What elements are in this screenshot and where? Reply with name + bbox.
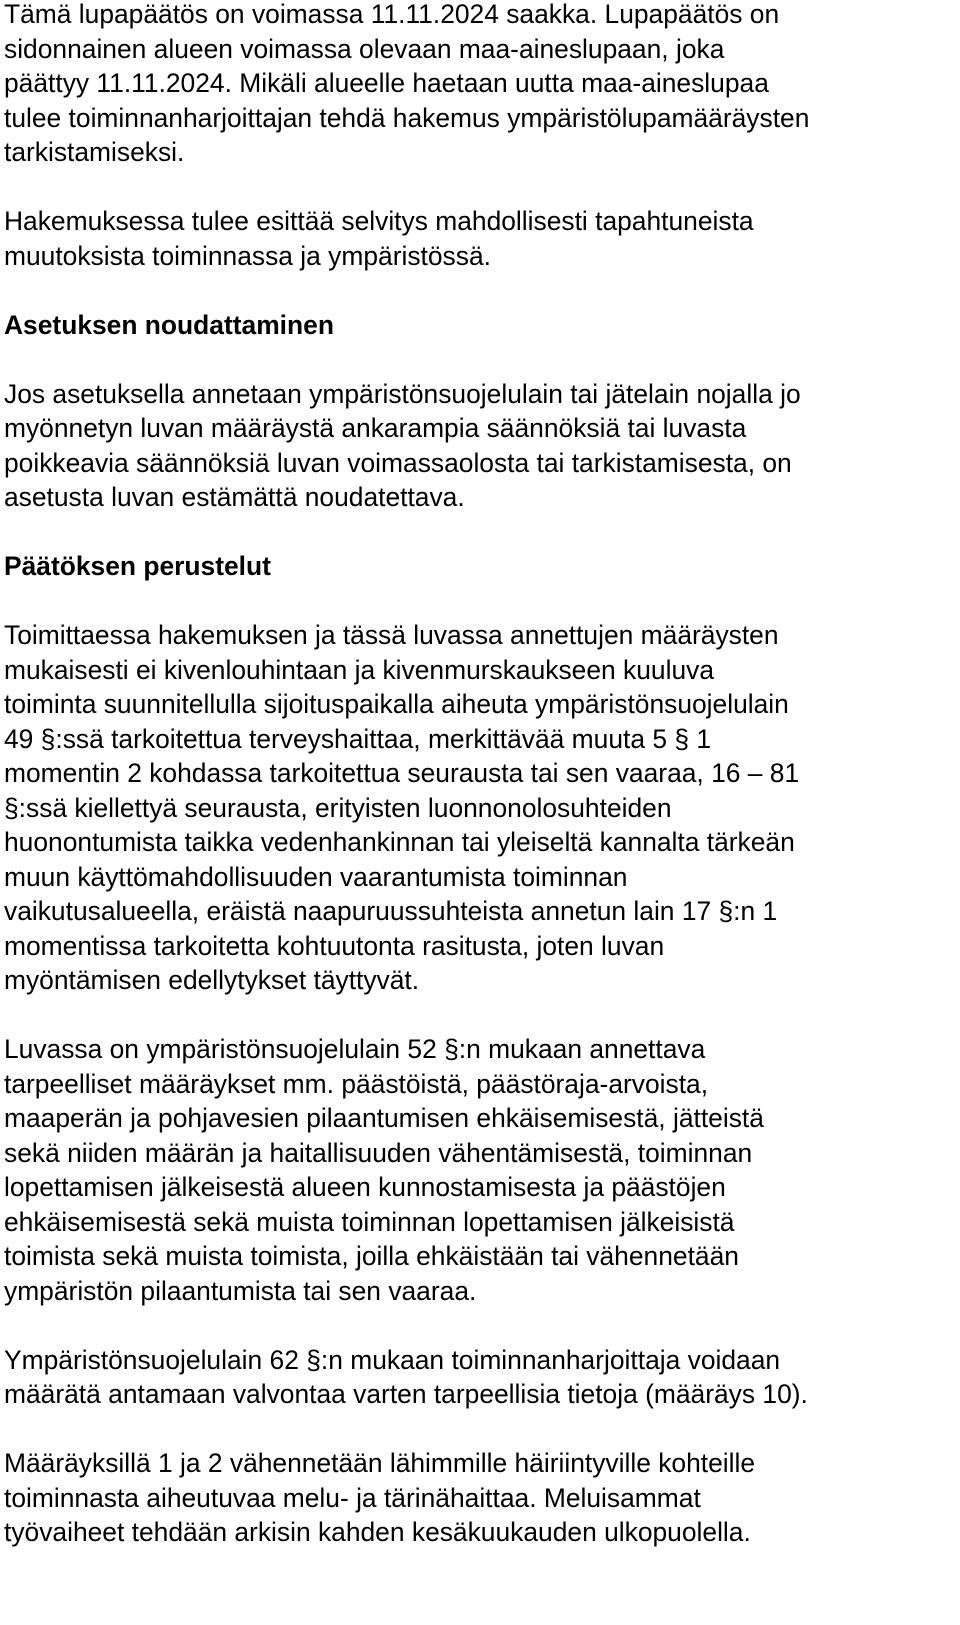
grounds-heading: Päätöksen perustelut	[4, 551, 271, 581]
spacer	[4, 342, 960, 377]
grounds-paragraph-4: Määräyksillä 1 ja 2 vähennetään lähimmille häiriintyville kohteille toiminnasta aiheutuvaa melu- ja tärinähaittaa. Meluisammat työvaiheet tehdään arkisin kahden kesäkuukauden ulkopuolella.	[4, 1448, 756, 1547]
grounds-paragraph-2: Luvassa on ympäristönsuojelulain 52 §:n mukaan annettava tarpeelliset määräykset mm. päästöistä, päästöraja-arvoista, maaperän ja pohjavesien pilaantumisen ehkäisemisestä, jätteistä sekä niiden määrän ja haitallisuuden vähentämisestä, toiminnan lopettamisen jälkeisestä alueen kunnostamisesta ja päästöjen ehkäisemisestä sekä muista toiminnan lopettamisen jälkeisistä toimista sekä muista toimista, joilla ehkäistään tai vähennetään ympäristön pilaantumista tai sen vaaraa.	[4, 1034, 764, 1306]
spacer	[4, 1412, 960, 1447]
application-paragraph: Hakemuksessa tulee esittää selvitys mahdollisesti tapahtuneista muutoksista toiminnassa ja ympäristössä.	[4, 206, 754, 271]
spacer	[4, 515, 960, 550]
spacer	[4, 1308, 960, 1343]
grounds-paragraph-3: Ympäristönsuojelulain 62 §:n mukaan toiminnanharjoittaja voidaan määrätä antamaan valvontaa varten tarpeellisia tietoja (määräys 10).	[4, 1344, 808, 1409]
spacer	[4, 273, 960, 308]
spacer	[4, 170, 960, 205]
spacer	[4, 998, 960, 1033]
regulation-paragraph: Jos asetuksella annetaan ympäristönsuojelulain tai jätelain nojalla jo myönnetyn luvan määräystä ankarampia säännöksiä tai luvasta poikkeavia säännöksiä luvan voimassaolosta tai tarkistamisesta, on asetusta luvan estämättä noudatettava.	[4, 378, 801, 512]
intro-paragraph: Tämä lupapäätös on voimassa 11.11.2024 saakka. Lupapäätös on sidonnainen alueen voimassa olevaan maa-aineslupaan, joka päättyy 11.11.2024. Mikäli alueelle haetaan uutta maa-aineslupaa tulee toiminnanharjoittajan tehdä hakemus ympäristölupamääräysten tarkistamiseksi.	[4, 0, 810, 167]
regulation-heading: Asetuksen noudattaminen	[4, 309, 334, 340]
spacer	[4, 584, 960, 619]
grounds-paragraph-1: Toimittaessa hakemuksen ja tässä luvassa annettujen määräysten mukaisesti ei kivenlouhintaan ja kivenmurskaukseen kuuluva toiminta suunnitellulla sijoituspaikalla aiheuta ympäristönsuojelulain 49 §:ssä tarkoitettua terveyshaittaa, merkittävää muuta 5 § 1 momentin 2 kohdassa tarkoitettua seurausta tai sen vaaraa, 16 – 81 §:ssä kiellettyä seurausta, erityisten luonnonolosuhteiden huonontumista taikka vedenhankinnan tai yleiseltä kannalta tärkeän muun käyttömahdollisuuden vaarantumista toiminnan vaikutusalueella, eräistä naapuruussuhteista annetun lain 17 §:n 1 momentissa tarkoitetta kohtuutonta rasitusta, joten luvan myöntämisen edellytykset täyttyvät.	[4, 620, 800, 995]
